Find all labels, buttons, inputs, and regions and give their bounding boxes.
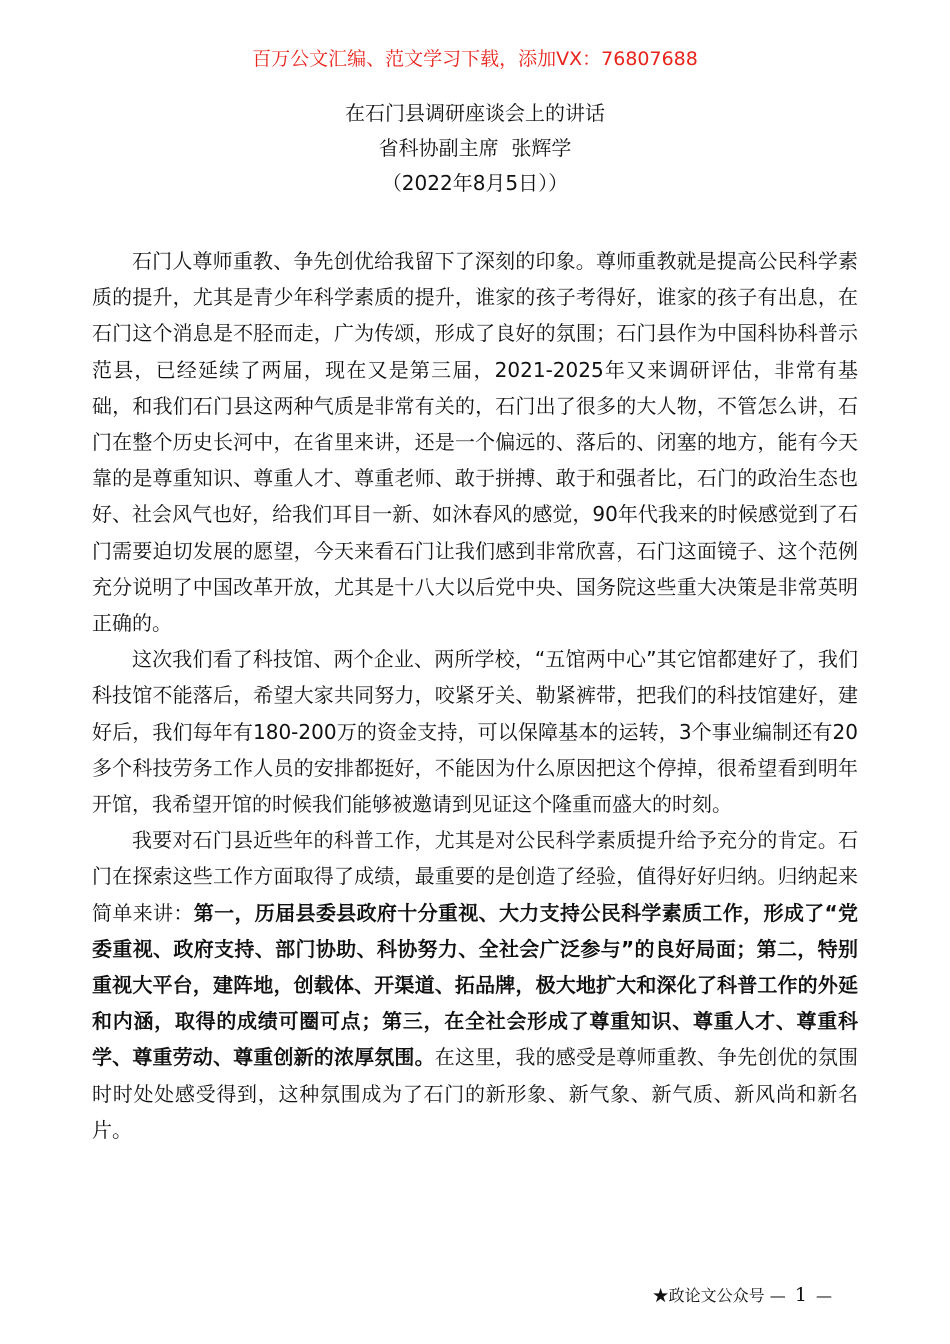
speech-date: （2022年8月5日）） [381, 171, 569, 195]
paragraph-1: 石门人尊师重教、争先创优给我留下了深刻的印象。尊师重教就是提高公民科学素质的提升，尤其是青少年科学素质的提升，谁家的孩子考得好，谁家的孩子有出息，在石门这个消息是不胫而走，广为传颂，形成了良好的氛围；石门县作为中国科协科普示范县，已经延续了两届，现在又是第三届，2021-2025年又来调研评估，非常有基础，和我们石门县这两种气质是非常有关的，石门出了很多的大人物，不管怎么讲，石门在整个历史长河中，在省里来讲，还是一个偏远的、落后的、闭塞的地方，能有今天靠的是尊重知识、尊重人才、尊重老师、敢于拼搏、敢于和强者比，石门的政治生态也好、社会风气也好，给我们耳目一新、如沐春风的感觉，90年代我来的时候感觉到了石门需要迫切发展的愿望，今天来看石门让我们感到非常欣喜，石门这面镜子、这个范例充分说明了中国改革开放，尤其是十八大以后党中央、国务院这些重大决策是非常英明正确的。 [92, 249, 858, 636]
paragraph-3-tail: 在这里，我的感受是尊师重教、争先创优的氛围时时处处感受得到，这种氛围成为了石门的新形象、新气象、新气质、新风尚和新名片。 [92, 1045, 859, 1142]
title-block [0, 98, 950, 203]
paragraph-2: 这次我们看了科技馆、两个企业、两所学校，“五馆两中心”其它馆都建好了，我们科技馆不能落后，希望大家共同努力，咬紧牙关、勒紧裤带，把我们的科技馆建好，建好后，我们每年有180-200万的资金支持，可以保障基本的运转，3个事业编制还有20多个科技劳务工作人员的安排都挺好，不能因为什么原因把这个停掉，很希望看到明年开馆，我希望开馆的时候我们能够被邀请到见证这个隆重而盛大的时刻。 [92, 647, 858, 817]
footer-source: ★政论文公众号 [652, 1286, 765, 1305]
speech-body [92, 243, 858, 1148]
page-number: 1 [794, 1284, 807, 1306]
paragraph-3-key-points: 第一，历届县委县政府十分重视、大力支持公民科学素质工作，形成了“党委重视、政府支持、部门协助、科协努力、全社会广泛参与”的良好局面；第二，特别重视大平台，建阵地，创载体、开渠道、拓品牌，极大地扩大和深化了科普工作的外延和内涵，取得的成绩可圈可点；第三，在全社会形成了尊重知识、尊重人才、尊重科学、尊重劳动、尊重创新的浓厚氛围。 [92, 900, 859, 1070]
page-footer [653, 1283, 832, 1308]
footer-dash-right: — [816, 1286, 832, 1305]
speaker-line: 省科协副主席 张辉学 [378, 136, 572, 160]
paragraph-3-lead: 我要对石门县近些年的科普工作，尤其是对公民科学素质提升给予充分的肯定。石门在探索这些工作方面取得了成绩，最重要的是创造了经验，值得好好归纳。归纳起来简单来讲： [92, 828, 858, 925]
header-watermark-note: 百万公文汇编、范文学习下载，添加VX：76807688 [252, 48, 698, 70]
footer-dash-left: — [769, 1286, 786, 1305]
speech-title: 在石门县调研座谈会上的讲话 [345, 101, 605, 125]
paragraph-3 [92, 822, 858, 1148]
